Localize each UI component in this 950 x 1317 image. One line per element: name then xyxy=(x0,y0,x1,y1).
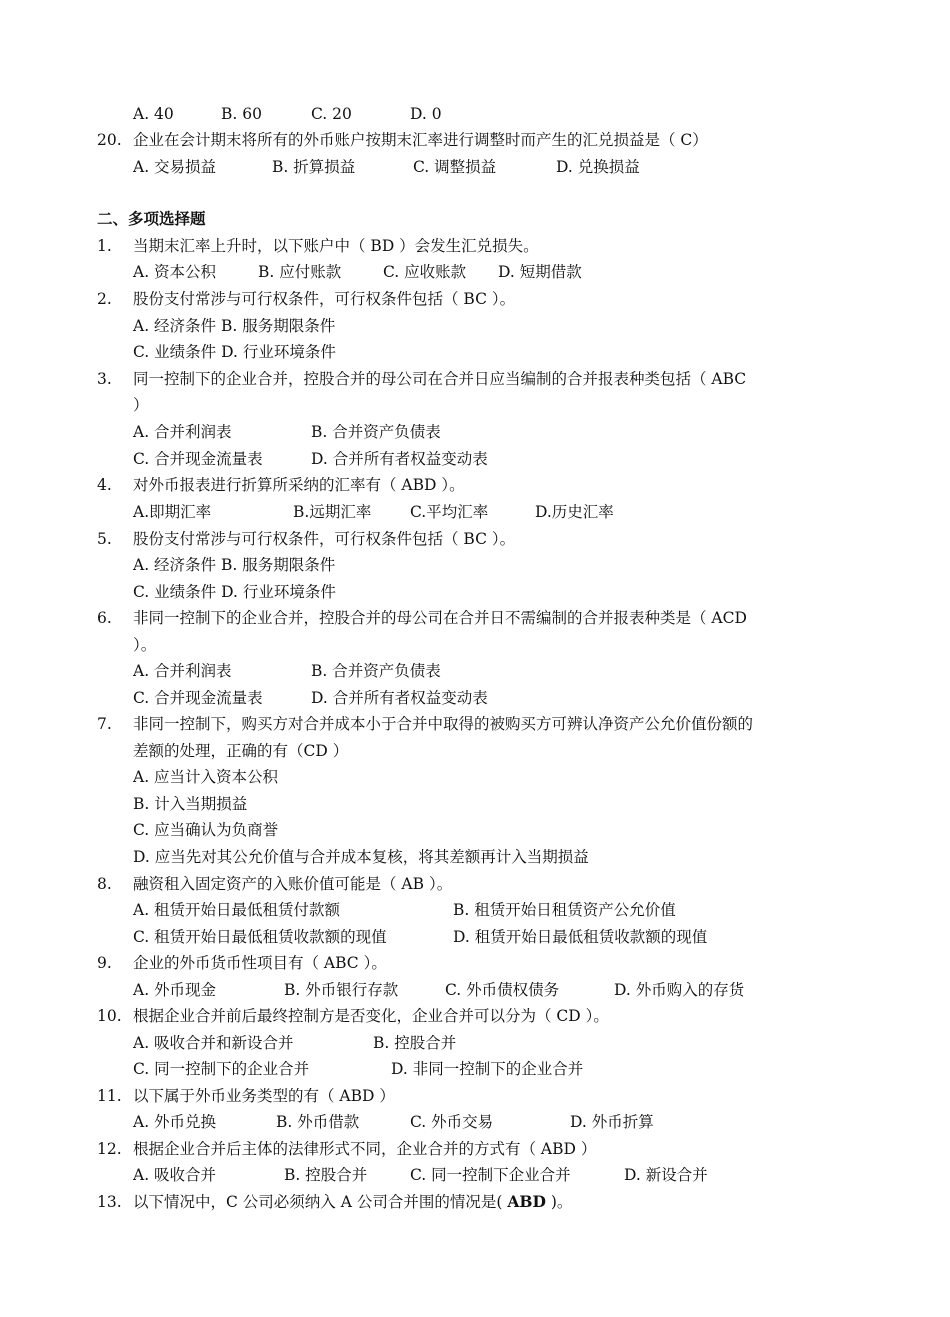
question-text-part: )。 xyxy=(550,1193,573,1211)
option: A. 经济条件 B. 服务期限条件 xyxy=(133,556,336,574)
option: C. 外币债权债务 xyxy=(445,981,560,999)
option: D. 非同一控制下的企业合并 xyxy=(391,1060,584,1078)
option: C. 业绩条件 D. 行业环境条件 xyxy=(133,583,336,601)
question-text-continued: ）。 xyxy=(133,636,157,654)
q5-stem xyxy=(0,526,950,552)
question-text: 非同一控制下，购买方对合并成本小于合并中取得的被购买方可辨认净资产公允价值份额的 xyxy=(133,715,754,733)
q3-stem xyxy=(0,366,950,392)
option: C. 应当确认为负商誉 xyxy=(133,821,279,839)
q8-stem xyxy=(0,871,950,897)
question-number: 2. xyxy=(97,290,112,308)
question-text: 根据企业合并前后最终控制方是否变化，企业合并可以分为（ CD ）。 xyxy=(133,1007,609,1025)
option: C. 同一控制下的企业合并 xyxy=(133,1060,310,1078)
option: A. 吸收合并和新设合并 xyxy=(133,1034,294,1052)
option: A. 合并利润表 xyxy=(133,423,232,441)
option: A. 40 xyxy=(133,105,174,123)
question-text: 非同一控制下的企业合并，控股合并的母公司在合并日不需编制的合并报表种类是（ ACD xyxy=(133,609,747,627)
question-text: 股份支付常涉与可行权条件，可行权条件包括（ BC ）。 xyxy=(133,530,516,548)
q2-stem xyxy=(0,286,950,312)
question-number: 1. xyxy=(97,237,112,255)
q10-stem xyxy=(0,1003,950,1029)
option: A. 合并利润表 xyxy=(133,662,232,680)
question-number: 12. xyxy=(97,1140,122,1158)
question-text: 以下属于外币业务类型的有（ ABD ） xyxy=(133,1087,395,1105)
option: C. 租赁开始日最低租赁收款额的现值 xyxy=(133,928,387,946)
option: D. 短期借款 xyxy=(498,263,582,281)
option: A. 应当计入资本公积 xyxy=(133,768,279,786)
question-number: 7. xyxy=(97,715,112,733)
q6-stem xyxy=(0,605,950,631)
option: C. 应收账款 xyxy=(383,263,467,281)
q4-stem xyxy=(0,472,950,498)
option: A. 经济条件 B. 服务期限条件 xyxy=(133,317,336,335)
option: D.历史汇率 xyxy=(535,503,614,521)
q1-stem xyxy=(0,233,950,259)
option: B. 60 xyxy=(221,105,262,123)
option: C. 20 xyxy=(311,105,352,123)
option: A. 租赁开始日最低租赁付款额 xyxy=(133,901,341,919)
option: D. 外币购入的存货 xyxy=(614,981,745,999)
option: B. 合并资产负债表 xyxy=(311,423,441,441)
option: B. 控股合并 xyxy=(284,1166,368,1184)
question-number: 8. xyxy=(97,875,112,893)
option: B. 控股合并 xyxy=(373,1034,457,1052)
question-text-continued: 差额的处理，正确的有（CD ） xyxy=(133,742,349,760)
question-number: 5. xyxy=(97,530,112,548)
option: D. 外币折算 xyxy=(570,1113,654,1131)
option: B. 外币借款 xyxy=(276,1113,360,1131)
question-text: 股份支付常涉与可行权条件，可行权条件包括（ BC ）。 xyxy=(133,290,516,308)
q12-stem xyxy=(0,1136,950,1162)
question-number: 10. xyxy=(97,1007,122,1025)
option: D. 合并所有者权益变动表 xyxy=(311,689,488,707)
option: A.即期汇率 xyxy=(133,503,212,521)
question-text-part: 以下情况中，C 公司必须纳入 A 公司合并围的情况是( xyxy=(133,1193,503,1211)
question-number: 4. xyxy=(97,476,112,494)
option: B. 合并资产负债表 xyxy=(311,662,441,680)
q20-stem xyxy=(0,127,950,153)
question-number: 3. xyxy=(97,370,112,388)
option: D. 应当先对其公允价值与合并成本复核，将其差额再计入当期损益 xyxy=(133,848,589,866)
question-number: 6. xyxy=(97,609,112,627)
option: C. 外币交易 xyxy=(410,1113,494,1131)
option: A. 资本公积 xyxy=(133,263,217,281)
option: A. 外币兑换 xyxy=(133,1113,217,1131)
option: C. 合并现金流量表 xyxy=(133,450,263,468)
option: D. 兑换损益 xyxy=(556,158,640,176)
question-text xyxy=(133,1189,572,1215)
question-text: 融资租入固定资产的入账价值可能是（ AB ）。 xyxy=(133,875,453,893)
question-text: 同一控制下的企业合并，控股合并的母公司在合并日应当编制的合并报表种类包括（ ABC xyxy=(133,370,747,388)
option: B. 租赁开始日租赁资产公允价值 xyxy=(453,901,676,919)
question-number: 11. xyxy=(97,1087,122,1105)
option: D. 新设合并 xyxy=(624,1166,708,1184)
option: D. 合并所有者权益变动表 xyxy=(311,450,488,468)
option: C. 业绩条件 D. 行业环境条件 xyxy=(133,343,336,361)
option: B. 计入当期损益 xyxy=(133,795,248,813)
option: B. 折算损益 xyxy=(272,158,356,176)
question-text: 对外币报表进行折算所采纳的汇率有（ ABD ）。 xyxy=(133,476,465,494)
question-text: 企业在会计期末将所有的外币账户按期末汇率进行调整时而产生的汇兑损益是（ C） xyxy=(133,131,708,149)
q7-stem xyxy=(0,711,950,737)
option: D. 0 xyxy=(410,105,442,123)
option: A. 交易损益 xyxy=(133,158,217,176)
question-text: 根据企业合并后主体的法律形式不同，企业合并的方式有（ ABD ） xyxy=(133,1140,597,1158)
question-text-continued: ） xyxy=(133,396,149,414)
option: C.平均汇率 xyxy=(410,503,489,521)
option: A. 吸收合并 xyxy=(133,1166,217,1184)
option: C. 合并现金流量表 xyxy=(133,689,263,707)
question-number: 20. xyxy=(97,131,122,149)
option: B. 外币银行存款 xyxy=(284,981,399,999)
q11-stem xyxy=(0,1083,950,1109)
question-number: 13. xyxy=(97,1193,122,1211)
question-text: 当期末汇率上升时，以下账户中（ BD ）会发生汇兑损失。 xyxy=(133,237,539,255)
option: C. 调整损益 xyxy=(413,158,497,176)
option: C. 同一控制下企业合并 xyxy=(410,1166,571,1184)
q13-stem xyxy=(0,1189,950,1215)
q9-stem xyxy=(0,950,950,976)
option: A. 外币现金 xyxy=(133,981,217,999)
option: B. 应付账款 xyxy=(258,263,342,281)
option: D. 租赁开始日最低租赁收款额的现值 xyxy=(453,928,708,946)
option: B.远期汇率 xyxy=(293,503,372,521)
answer-key: ABD xyxy=(507,1192,546,1211)
question-text: 企业的外币货币性项目有（ ABC ）。 xyxy=(133,954,387,972)
question-number: 9. xyxy=(97,954,112,972)
section-title: 二、多项选择题 xyxy=(97,209,206,228)
